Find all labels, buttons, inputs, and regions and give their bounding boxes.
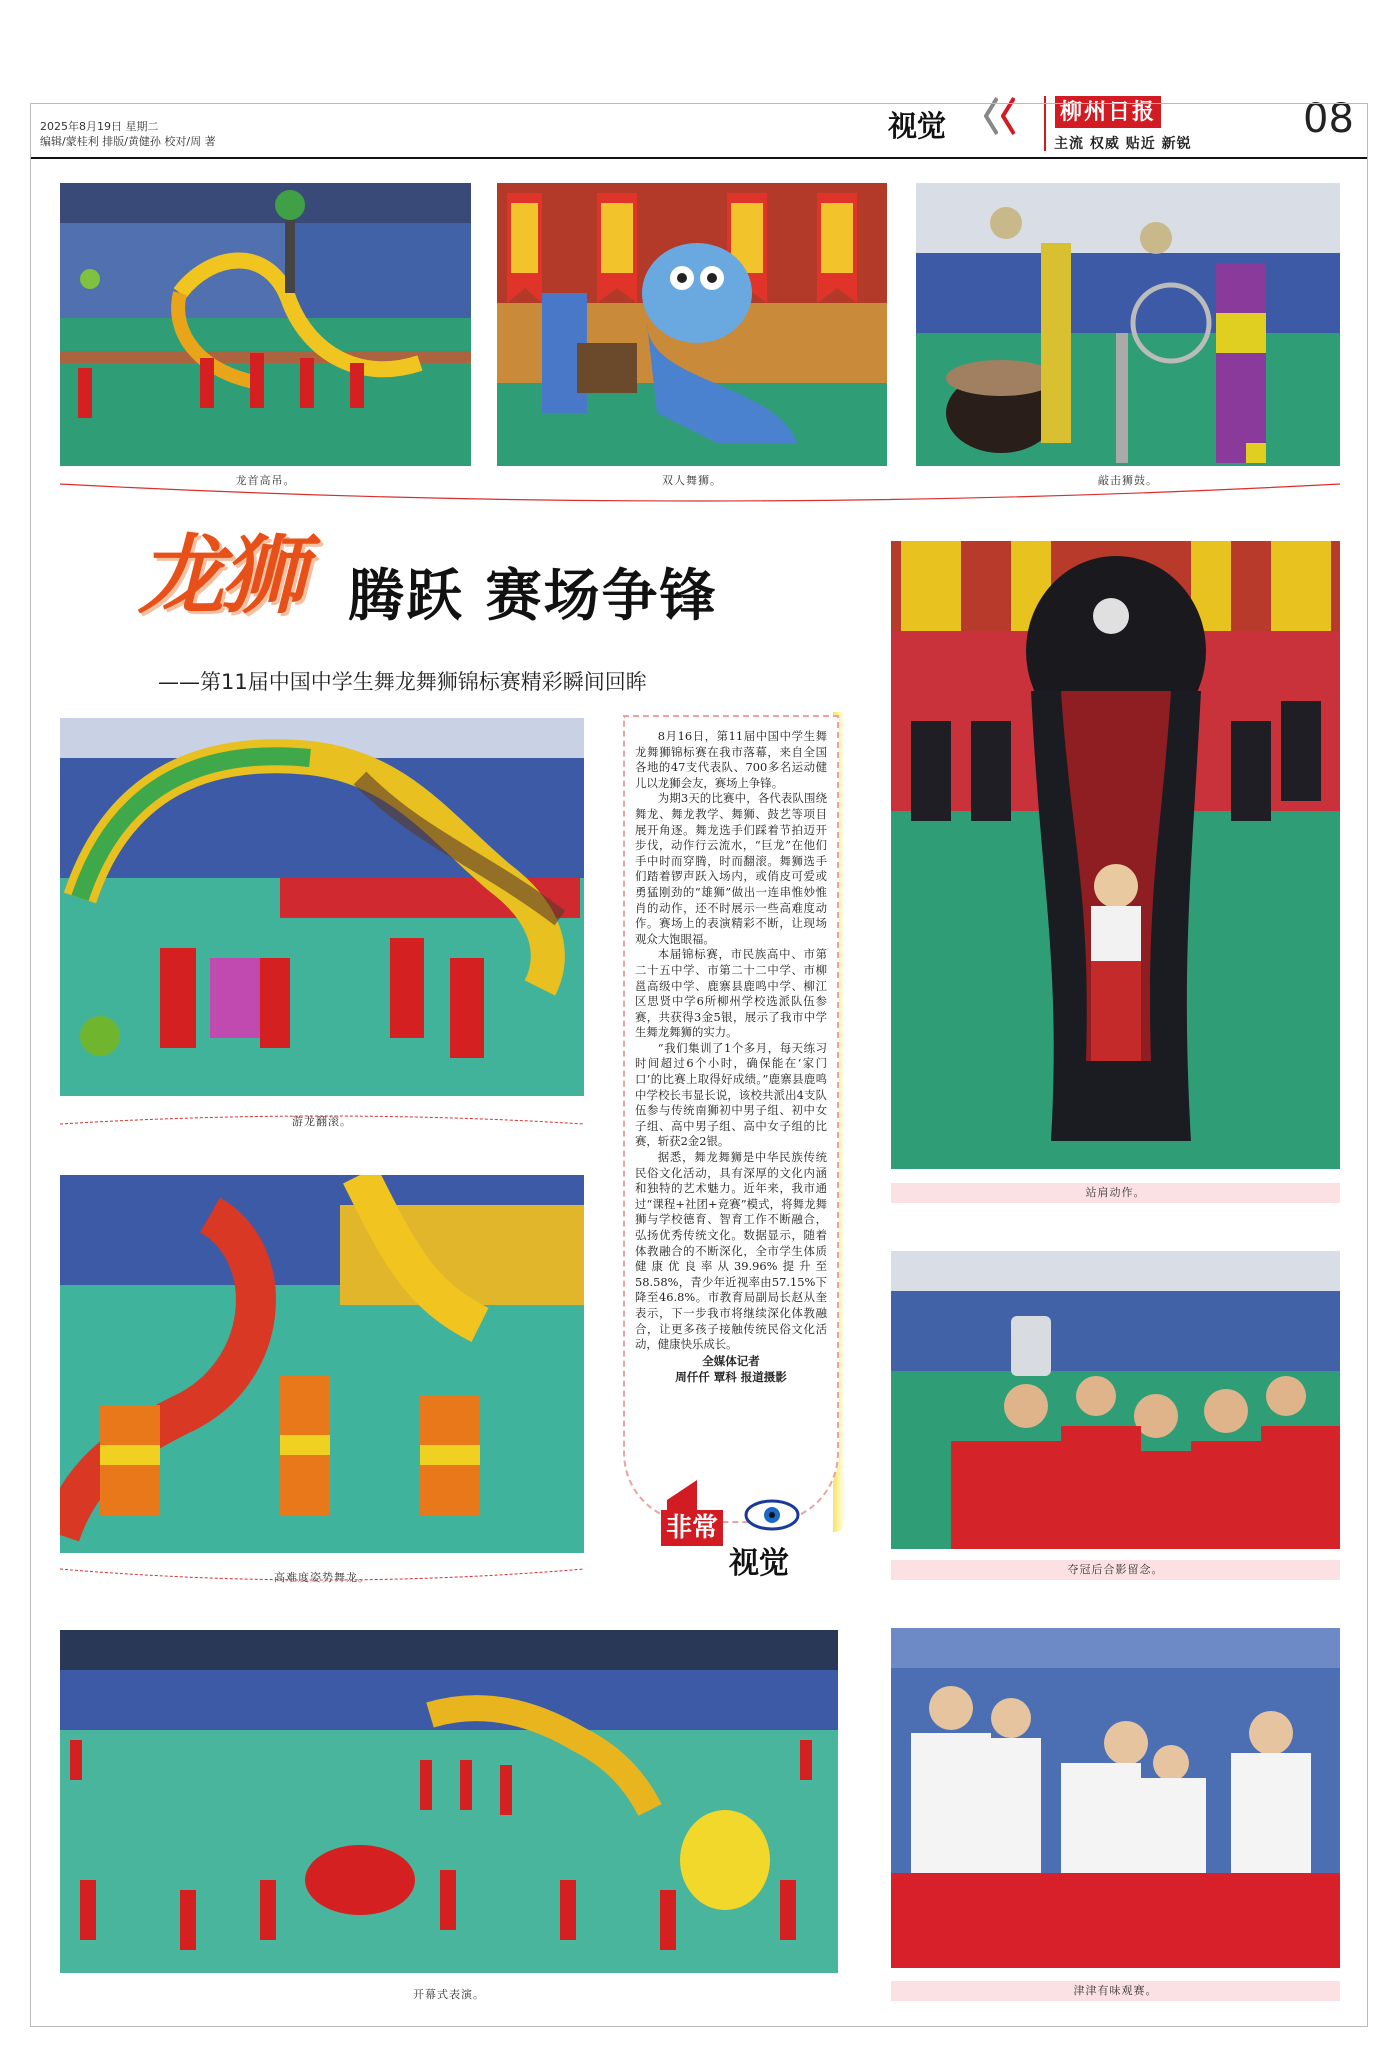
headline-black: 腾跃 赛场争锋 — [348, 563, 718, 629]
caption-top-middle: 双人舞狮。 — [662, 474, 722, 487]
decorative-curve-line — [60, 1112, 584, 1137]
photo-shoulder-stand — [891, 541, 1340, 1169]
headline-subtitle: ——第11届中国中学生舞龙舞狮锦标赛精彩瞬间回眸 — [158, 670, 647, 694]
decorative-curve-line — [60, 1565, 584, 1590]
logo-text-line2: 视觉 — [729, 1546, 789, 1581]
article-paragraph: 为期3天的比赛中，各代表队围绕舞龙、舞龙教学、舞狮、鼓艺等项目展开角逐。舞龙选手们踩着节拍迈开步伐，动作行云流水，“巨龙”在他们手中时而穿腾，时而翻滚。舞狮选手们踏着锣声跃入场内，或俏皮可爱或勇猛刚劲的“雄狮”做出一连串惟妙惟肖的动作，还不时展示一些高难度动作。赛场上的表演精彩不断，让现场观众大饱眼福。 — [635, 791, 827, 946]
caption-top-right: 敲击狮鼓。 — [1098, 474, 1158, 487]
date-line: 2025年8月19日 星期二 — [40, 120, 159, 133]
article-paragraph: 据悉，舞龙舞狮是中华民族传统民俗文化活动，具有深厚的文化内涵和独特的艺术魅力。近年来，我市通过“课程+社团+竞赛”模式，将舞龙舞狮与学校德育、智育工作不断融合，弘扬优秀传统文化。数据显示，随着体教融合的不断深化，全市学生体质健康优良率从39.96%提升至58.58%，青少年近视率由57.15%下降至46.8%。市教育局副局长赵从奎表示，下一步我市将继续深化体教融合，让更多孩子接触传统民俗文化活动，健康快乐成长。 — [635, 1150, 827, 1352]
photo-hard-pose-dragon — [60, 1175, 584, 1553]
section-label: 视觉 — [888, 109, 947, 143]
caption-lower-left: 高难度姿势舞龙。 — [274, 1571, 370, 1584]
caption-mid-left: 游龙翻滚。 — [292, 1115, 352, 1128]
byline-names: 周仟仟 覃科 报道摄影 — [675, 1369, 787, 1384]
logo-text-line1: 非常 — [661, 1510, 723, 1546]
article-paragraph: 8月16日，第11届中国中学生舞龙舞狮锦标赛在我市落幕，来自全国各地的47支代表队、700多名运动健儿以龙狮会友，赛场上争锋。 — [635, 729, 827, 790]
article-box — [623, 715, 839, 1523]
photo-audience-watching — [891, 1628, 1340, 1968]
photo-dragon-head-lift — [60, 183, 471, 466]
photo-dragon-rolling — [60, 718, 584, 1096]
page-number: 08 — [1303, 96, 1354, 142]
headline-red: 龙狮 — [138, 525, 302, 626]
caption-bottom-wide: 开幕式表演。 — [413, 1988, 485, 2001]
photo-opening-performance — [60, 1630, 838, 1973]
caption-right-3: 津津有味观赛。 — [891, 1981, 1340, 2001]
feichang-shijue-logo — [657, 1480, 803, 1590]
caption-top-left: 龙首高吊。 — [235, 474, 296, 487]
photo-champion-selfie — [891, 1251, 1340, 1549]
photo-double-lion-dance — [497, 183, 887, 466]
article-paragraph: 本届锦标赛，市民族高中、市第二十五中学、市第二十二中学、市柳邕高级中学、鹿寨县鹿鸣中学、柳江区思贤中学6所柳州学校选派队伍参赛，共获得3金5银，展示了我市中学生舞龙舞狮的实力。 — [635, 947, 827, 1040]
masthead-logo: 柳州日报 — [1055, 96, 1161, 128]
decorative-curve-line — [60, 478, 1340, 508]
caption-right-2: 夺冠后合影留念。 — [891, 1560, 1340, 1580]
staff-line: 编辑/蒙桂利 排版/黄健孙 校对/周 著 — [40, 135, 216, 148]
caption-right-1: 站肩动作。 — [891, 1183, 1340, 1203]
byline-role: 全媒体记者 — [702, 1353, 760, 1368]
masthead-slogan: 主流 权威 贴近 新锐 — [1054, 136, 1192, 152]
article-paragraph: “我们集训了1个多月，每天练习时间超过6个小时，确保能在‘家门口’的比赛上取得好成绩。”鹿寨县鹿鸣中学校长韦显长说，该校共派出4支队伍参与传统南狮初中男子组、初中女子组、高中男子组、高中女子组的比赛，斩获2金2银。 — [635, 1040, 827, 1149]
photo-lion-drum — [916, 183, 1340, 466]
article-body — [635, 729, 827, 1385]
